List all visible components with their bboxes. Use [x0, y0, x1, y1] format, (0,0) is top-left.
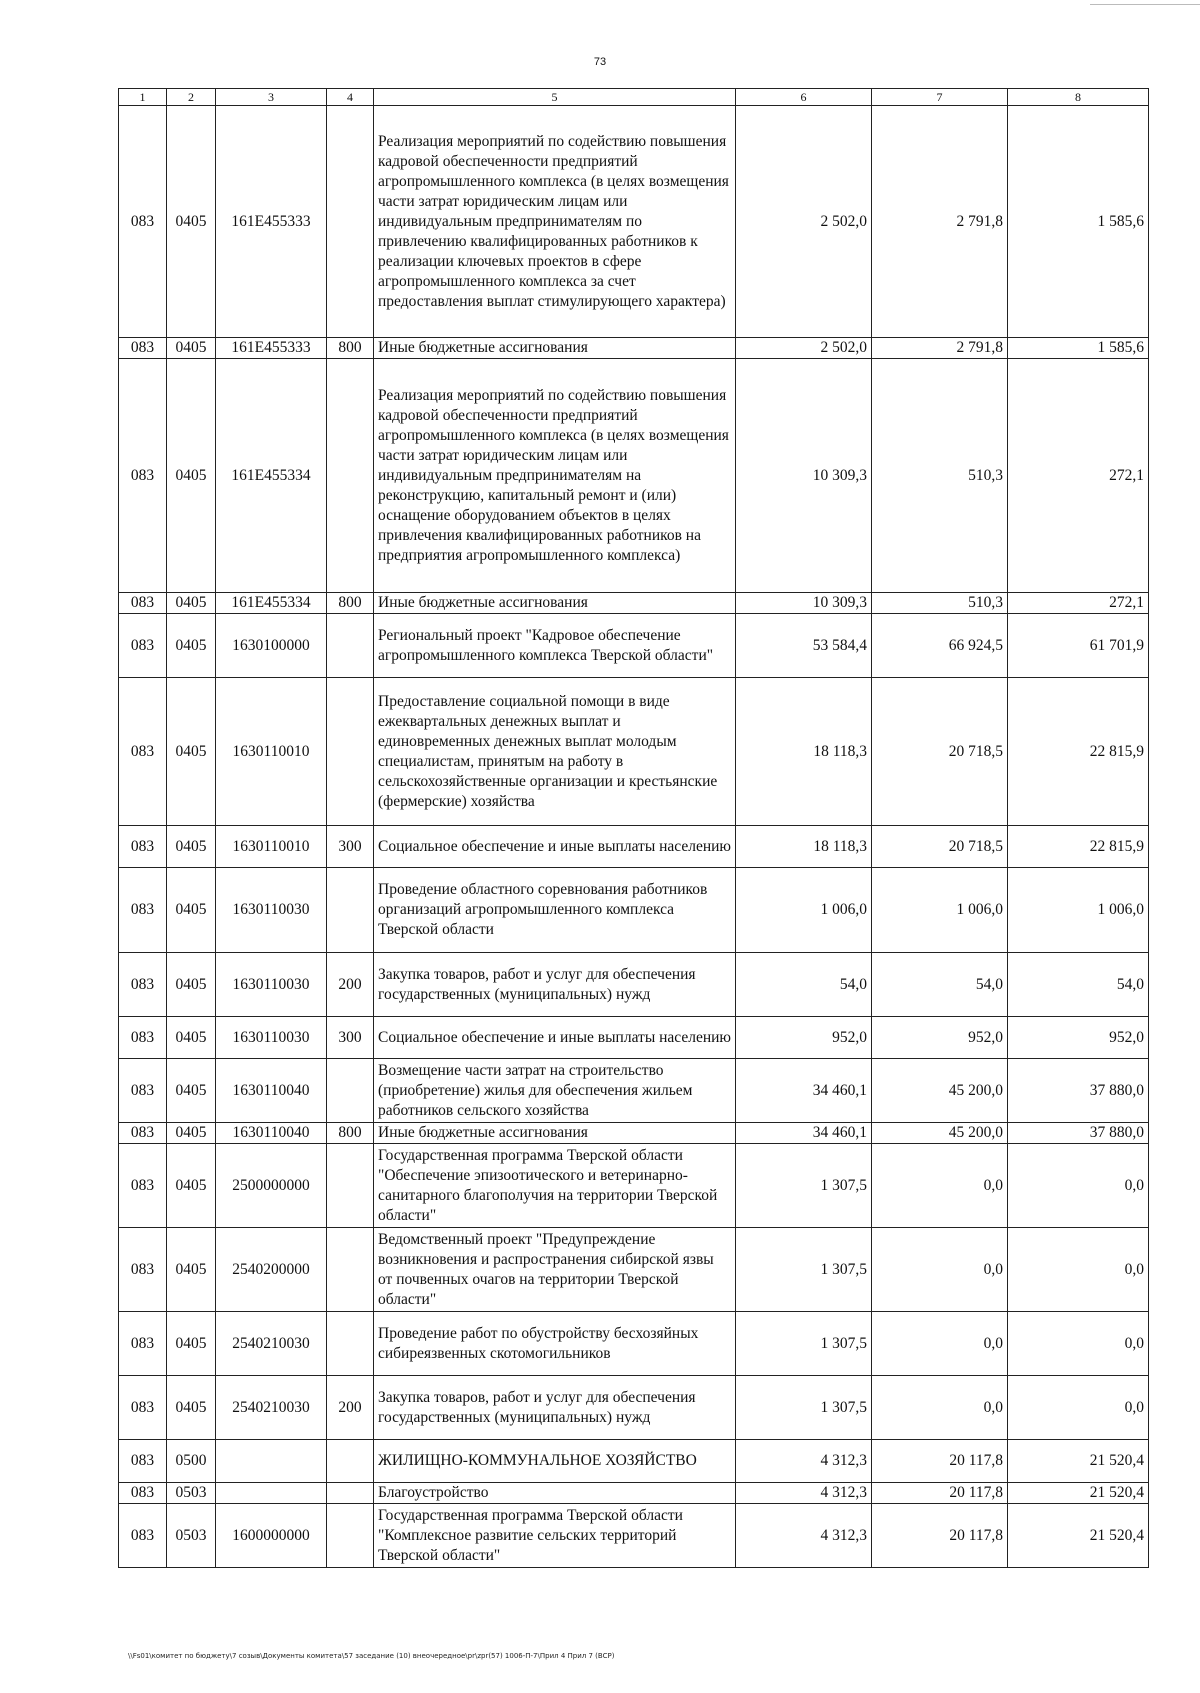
cell-amount-year2: 2 791,8 [872, 338, 1008, 359]
cell-amount-year1: 54,0 [736, 953, 872, 1017]
cell-amount-year1: 4 312,3 [736, 1504, 872, 1568]
cell-amount-year1: 53 584,4 [736, 614, 872, 678]
table-row [119, 868, 1149, 953]
cell-amount-year2: 54,0 [872, 953, 1008, 1017]
cell-section-code: 0405 [167, 614, 216, 678]
cell-amount-year2: 952,0 [872, 1017, 1008, 1059]
cell-section-code: 0405 [167, 359, 216, 593]
cell-amount-year1: 1 307,5 [736, 1376, 872, 1440]
cell-amount-year3: 272,1 [1008, 359, 1149, 593]
cell-target-code: 1630110040 [216, 1059, 327, 1123]
cell-expense-type: 200 [327, 1376, 374, 1440]
cell-expense-type [327, 1440, 374, 1483]
cell-ministry-code: 083 [119, 338, 167, 359]
cell-section-code: 0405 [167, 106, 216, 338]
table-row [119, 826, 1149, 868]
cell-amount-year1: 2 502,0 [736, 106, 872, 338]
cell-amount-year3: 21 520,4 [1008, 1440, 1149, 1483]
cell-ministry-code: 083 [119, 1504, 167, 1568]
table-row [119, 338, 1149, 359]
cell-amount-year3: 21 520,4 [1008, 1483, 1149, 1504]
cell-amount-year1: 18 118,3 [736, 826, 872, 868]
cell-expense-type [327, 1312, 374, 1376]
cell-ministry-code: 083 [119, 1376, 167, 1440]
cell-ministry-code: 083 [119, 1059, 167, 1123]
cell-description: ЖИЛИЩНО-КОММУНАЛЬНОЕ ХОЗЯЙСТВО [374, 1440, 736, 1483]
table-row [119, 106, 1149, 338]
table-body [119, 106, 1149, 1568]
cell-expense-type [327, 678, 374, 826]
cell-ministry-code: 083 [119, 868, 167, 953]
cell-ministry-code: 083 [119, 953, 167, 1017]
cell-amount-year1: 1 307,5 [736, 1228, 872, 1312]
cell-ministry-code: 083 [119, 1144, 167, 1228]
cell-ministry-code: 083 [119, 826, 167, 868]
cell-target-code: 1630100000 [216, 614, 327, 678]
cell-description: Региональный проект "Кадровое обеспечение агропромышленного комплекса Тверской области" [374, 614, 736, 678]
cell-amount-year3: 1 585,6 [1008, 106, 1149, 338]
cell-amount-year3: 37 880,0 [1008, 1123, 1149, 1144]
cell-target-code: 1630110040 [216, 1123, 327, 1144]
budget-table [118, 88, 1149, 1568]
table-row [119, 359, 1149, 593]
cell-section-code: 0405 [167, 1017, 216, 1059]
cell-target-code [216, 1483, 327, 1504]
cell-amount-year3: 0,0 [1008, 1312, 1149, 1376]
cell-amount-year1: 34 460,1 [736, 1059, 872, 1123]
cell-section-code: 0405 [167, 1144, 216, 1228]
table-row [119, 1017, 1149, 1059]
cell-amount-year1: 1 006,0 [736, 868, 872, 953]
cell-amount-year2: 20 117,8 [872, 1483, 1008, 1504]
col-header-4: 4 [327, 89, 374, 106]
cell-section-code: 0503 [167, 1504, 216, 1568]
cell-section-code: 0405 [167, 1312, 216, 1376]
cell-amount-year2: 45 200,0 [872, 1059, 1008, 1123]
cell-description: Социальное обеспечение и иные выплаты населению [374, 1017, 736, 1059]
cell-amount-year3: 0,0 [1008, 1228, 1149, 1312]
cell-amount-year2: 0,0 [872, 1144, 1008, 1228]
cell-amount-year1: 4 312,3 [736, 1440, 872, 1483]
col-header-7: 7 [872, 89, 1008, 106]
cell-amount-year3: 272,1 [1008, 593, 1149, 614]
cell-target-code: 161Е455333 [216, 338, 327, 359]
cell-target-code: 1600000000 [216, 1504, 327, 1568]
cell-section-code: 0405 [167, 953, 216, 1017]
cell-ministry-code: 083 [119, 1440, 167, 1483]
cell-description: Проведение областного соревнования работников организаций агропромышленного комплекса Тверской области [374, 868, 736, 953]
cell-amount-year2: 510,3 [872, 593, 1008, 614]
cell-amount-year1: 1 307,5 [736, 1144, 872, 1228]
table-row [119, 1312, 1149, 1376]
cell-target-code: 1630110010 [216, 826, 327, 868]
cell-section-code: 0405 [167, 826, 216, 868]
cell-description: Иные бюджетные ассигнования [374, 338, 736, 359]
cell-target-code: 1630110030 [216, 953, 327, 1017]
footer-file-path: \\Fs01\комитет по бюджету\7 созыв\Документы комитета\57 заседание (10) внеочередное\pr\zpr(57) 1006-П-7\Прил 4 Прил 7 (ВСР) [128, 1652, 615, 1660]
cell-target-code: 1630110010 [216, 678, 327, 826]
cell-ministry-code: 083 [119, 678, 167, 826]
table-row [119, 1376, 1149, 1440]
table-row [119, 593, 1149, 614]
col-header-6: 6 [736, 89, 872, 106]
col-header-8: 8 [1008, 89, 1149, 106]
cell-amount-year2: 0,0 [872, 1376, 1008, 1440]
cell-section-code: 0405 [167, 1376, 216, 1440]
cell-amount-year1: 2 502,0 [736, 338, 872, 359]
cell-description: Реализация мероприятий по содействию повышения кадровой обеспеченности предприятий агропромышленного комплекса (в целях возмещения части затрат юридическим лицам или индивидуальным предпринимателям по привлечению квалифицированных работников к реализации ключевых проектов в сфере агропромышленного комплекса за счет предоставления выплат стимулирующего характера) [374, 106, 736, 338]
cell-target-code: 1630110030 [216, 1017, 327, 1059]
cell-expense-type: 300 [327, 826, 374, 868]
cell-target-code: 161Е455334 [216, 593, 327, 614]
table-row [119, 1483, 1149, 1504]
cell-amount-year1: 1 307,5 [736, 1312, 872, 1376]
cell-amount-year3: 0,0 [1008, 1376, 1149, 1440]
cell-ministry-code: 083 [119, 1312, 167, 1376]
cell-amount-year1: 10 309,3 [736, 359, 872, 593]
cell-amount-year2: 0,0 [872, 1312, 1008, 1376]
cell-description: Реализация мероприятий по содействию повышения кадровой обеспеченности предприятий агропромышленного комплекса (в целях возмещения части затрат юридическим лицам или индивидуальным предпринимателям на реконструкцию, капитальный ремонт и (или) оснащение оборудованием объектов в целях привлечения квалифицированных работников на предприятия агропромышленного комплекса) [374, 359, 736, 593]
cell-amount-year2: 20 718,5 [872, 678, 1008, 826]
cell-amount-year2: 20 718,5 [872, 826, 1008, 868]
cell-description: Благоустройство [374, 1483, 736, 1504]
table-row [119, 678, 1149, 826]
cell-description: Иные бюджетные ассигнования [374, 1123, 736, 1144]
cell-amount-year3: 37 880,0 [1008, 1059, 1149, 1123]
cell-target-code: 161Е455333 [216, 106, 327, 338]
table-row [119, 1504, 1149, 1568]
cell-amount-year1: 34 460,1 [736, 1123, 872, 1144]
cell-amount-year3: 1 006,0 [1008, 868, 1149, 953]
cell-amount-year2: 510,3 [872, 359, 1008, 593]
table-row [119, 1228, 1149, 1312]
cell-section-code: 0405 [167, 868, 216, 953]
cell-section-code: 0405 [167, 1123, 216, 1144]
cell-description: Государственная программа Тверской области "Обеспечение эпизоотического и ветеринарно-санитарного благополучия на территории Тверской области" [374, 1144, 736, 1228]
cell-description: Закупка товаров, работ и услуг для обеспечения государственных (муниципальных) нужд [374, 953, 736, 1017]
cell-description: Проведение работ по обустройству бесхозяйных сибиреязвенных скотомогильников [374, 1312, 736, 1376]
cell-expense-type: 800 [327, 1123, 374, 1144]
cell-target-code: 2540200000 [216, 1228, 327, 1312]
cell-amount-year2: 66 924,5 [872, 614, 1008, 678]
col-header-5: 5 [374, 89, 736, 106]
page-number: 73 [593, 56, 607, 68]
cell-expense-type [327, 359, 374, 593]
cell-amount-year3: 21 520,4 [1008, 1504, 1149, 1568]
scan-edge-line [1090, 4, 1200, 5]
cell-section-code: 0500 [167, 1440, 216, 1483]
cell-ministry-code: 083 [119, 106, 167, 338]
table-row [119, 1123, 1149, 1144]
cell-target-code [216, 1440, 327, 1483]
cell-section-code: 0405 [167, 678, 216, 826]
cell-expense-type: 200 [327, 953, 374, 1017]
cell-description: Ведомственный проект "Предупреждение возникновения и распространения сибирской язвы от почвенных очагов на территории Тверской области" [374, 1228, 736, 1312]
cell-amount-year2: 2 791,8 [872, 106, 1008, 338]
cell-expense-type: 800 [327, 338, 374, 359]
table-row [119, 614, 1149, 678]
table-header-row [119, 89, 1149, 106]
cell-description: Закупка товаров, работ и услуг для обеспечения государственных (муниципальных) нужд [374, 1376, 736, 1440]
cell-ministry-code: 083 [119, 1123, 167, 1144]
cell-amount-year3: 0,0 [1008, 1144, 1149, 1228]
cell-ministry-code: 083 [119, 1228, 167, 1312]
cell-ministry-code: 083 [119, 359, 167, 593]
cell-expense-type: 300 [327, 1017, 374, 1059]
cell-description: Социальное обеспечение и иные выплаты населению [374, 826, 736, 868]
cell-amount-year1: 18 118,3 [736, 678, 872, 826]
cell-amount-year1: 952,0 [736, 1017, 872, 1059]
cell-amount-year3: 54,0 [1008, 953, 1149, 1017]
cell-ministry-code: 083 [119, 614, 167, 678]
table-row [119, 953, 1149, 1017]
cell-amount-year3: 61 701,9 [1008, 614, 1149, 678]
cell-expense-type [327, 1059, 374, 1123]
cell-expense-type [327, 106, 374, 338]
cell-amount-year1: 10 309,3 [736, 593, 872, 614]
cell-amount-year2: 20 117,8 [872, 1504, 1008, 1568]
cell-description: Государственная программа Тверской области "Комплексное развитие сельских территорий Тверской области" [374, 1504, 736, 1568]
cell-target-code: 161Е455334 [216, 359, 327, 593]
cell-target-code: 2540210030 [216, 1312, 327, 1376]
cell-expense-type [327, 1504, 374, 1568]
cell-amount-year2: 20 117,8 [872, 1440, 1008, 1483]
cell-expense-type: 800 [327, 593, 374, 614]
cell-section-code: 0405 [167, 593, 216, 614]
cell-target-code: 2500000000 [216, 1144, 327, 1228]
cell-section-code: 0405 [167, 338, 216, 359]
cell-amount-year1: 4 312,3 [736, 1483, 872, 1504]
cell-expense-type [327, 1483, 374, 1504]
table-row [119, 1059, 1149, 1123]
cell-section-code: 0405 [167, 1059, 216, 1123]
cell-ministry-code: 083 [119, 593, 167, 614]
cell-target-code: 2540210030 [216, 1376, 327, 1440]
cell-amount-year3: 22 815,9 [1008, 678, 1149, 826]
cell-target-code: 1630110030 [216, 868, 327, 953]
table-row [119, 1440, 1149, 1483]
cell-expense-type [327, 1144, 374, 1228]
cell-section-code: 0503 [167, 1483, 216, 1504]
cell-expense-type [327, 868, 374, 953]
cell-ministry-code: 083 [119, 1017, 167, 1059]
cell-section-code: 0405 [167, 1228, 216, 1312]
cell-description: Иные бюджетные ассигнования [374, 593, 736, 614]
cell-amount-year2: 1 006,0 [872, 868, 1008, 953]
cell-expense-type [327, 614, 374, 678]
col-header-1: 1 [119, 89, 167, 106]
cell-amount-year2: 0,0 [872, 1228, 1008, 1312]
col-header-3: 3 [216, 89, 327, 106]
cell-description: Предоставление социальной помощи в виде ежеквартальных денежных выплат и единовременных денежных выплат молодым специалистам, принятым на работу в сельскохозяйственные организации и крестьянские (фермерские) хозяйства [374, 678, 736, 826]
cell-amount-year3: 1 585,6 [1008, 338, 1149, 359]
cell-expense-type [327, 1228, 374, 1312]
cell-amount-year3: 22 815,9 [1008, 826, 1149, 868]
cell-amount-year3: 952,0 [1008, 1017, 1149, 1059]
cell-description: Возмещение части затрат на строительство (приобретение) жилья для обеспечения жильем работников сельского хозяйства [374, 1059, 736, 1123]
col-header-2: 2 [167, 89, 216, 106]
cell-ministry-code: 083 [119, 1483, 167, 1504]
table-row [119, 1144, 1149, 1228]
cell-amount-year2: 45 200,0 [872, 1123, 1008, 1144]
